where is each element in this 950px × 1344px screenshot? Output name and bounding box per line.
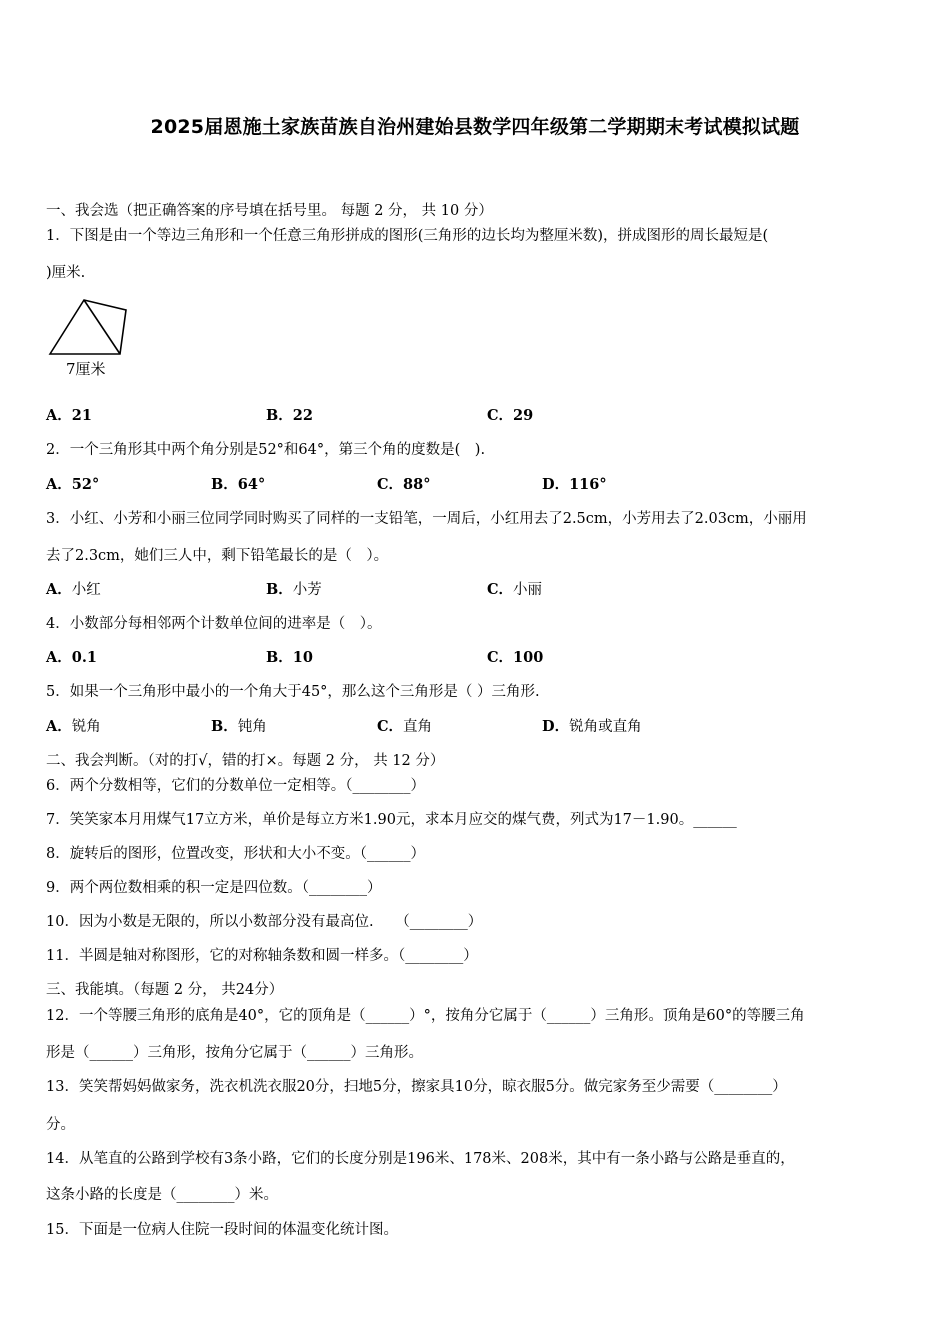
question-11-text: 11．半圆是轴对称图形，它的对称轴条数和圆一样多。（________） [46, 948, 478, 964]
option-letter: C． [377, 718, 404, 735]
question-12-text: 12．一个等腰三角形的底角是40°，它的顶角是（______）°，按角分它属于（______）三角形。顶角是60°的等腰三角 [46, 1008, 805, 1024]
q5-option-c[interactable] [377, 717, 432, 737]
q2-option-c[interactable] [377, 475, 430, 495]
option-letter: A． [46, 718, 72, 735]
question-12-text-cont: 形是（______）三角形，按角分它属于（______）三角形。 [46, 1045, 423, 1061]
section-2-heading: 二、我会判断。（对的打√，错的打×。每题 2 分， 共 12 分） [46, 753, 445, 769]
section-3-heading: 三、我能填。（每题 2 分， 共24分） [46, 982, 284, 998]
question-14-text-cont: 这条小路的长度是（________）米。 [46, 1187, 278, 1203]
q2-option-b[interactable] [211, 475, 265, 495]
option-letter: C． [487, 581, 514, 598]
option-letter: B． [211, 718, 238, 735]
question-4-text: 4．小数部分每相邻两个计数单位间的进率是（ ）。 [46, 616, 382, 632]
option-value: 52° [71, 476, 100, 493]
option-value: 64° [237, 476, 266, 493]
question-6-text: 6．两个分数相等，它们的分数单位一定相等。（________） [46, 778, 425, 794]
option-value: 116° [569, 476, 607, 493]
q3-option-a[interactable] [46, 580, 101, 600]
option-letter: B． [211, 476, 238, 493]
section-1-heading: 一、我会选（把正确答案的序号填在括号里。 每题 2 分， 共 10 分） [46, 203, 493, 219]
question-2-text: 2．一个三角形其中两个角分别是52°和64°，第三个角的度数是( ). [46, 442, 486, 458]
q4-option-a[interactable] [46, 648, 97, 668]
q1-option-b[interactable] [266, 406, 313, 426]
option-value: 小红 [71, 582, 101, 598]
question-8-text: 8．旋转后的图形，位置改变，形状和大小不变。（______） [46, 846, 425, 862]
q5-option-a[interactable] [46, 717, 101, 737]
option-value: 88° [403, 476, 431, 493]
option-letter: A． [46, 476, 72, 493]
question-3-text: 3．小红、小芳和小丽三位同学同时购买了同样的一支铅笔，一周后，小红用去了2.5cm，小芳用去了2.03cm，小丽用 [46, 511, 807, 527]
option-letter: C． [377, 476, 404, 493]
option-letter: C． [487, 407, 514, 424]
option-letter: A． [46, 407, 72, 424]
option-value: 小丽 [513, 582, 543, 598]
option-letter: A． [46, 581, 72, 598]
option-value: 100 [513, 649, 544, 666]
option-value: 22 [292, 407, 313, 424]
q4-option-c[interactable] [487, 648, 543, 668]
figure-label: 7厘米 [66, 360, 106, 378]
option-value: 钝角 [237, 719, 267, 735]
page-title: 2025届恩施土家族苗族自治州建始县数学四年级第二学期期末考试模拟试题 [150, 116, 800, 138]
option-value: 29 [513, 407, 534, 424]
q5-option-b[interactable] [211, 717, 267, 737]
question-13-text-cont: 分。 [46, 1117, 75, 1133]
option-letter: A． [46, 649, 72, 666]
question-3-text-cont: 去了2.3cm，她们三人中，剩下铅笔最长的是（ ）。 [46, 548, 389, 564]
question-1-text-cont: )厘米. [46, 265, 86, 281]
question-13-text: 13．笑笑帮妈妈做家务，洗衣机洗衣服20分，扫地5分，擦家具10分，晾衣服5分。做完家务至少需要（________） [46, 1079, 787, 1095]
q1-option-a[interactable] [46, 406, 92, 426]
question-7-text: 7．笑笑家本月用煤气17立方米，单价是每立方米1.90元，求本月应交的煤气费，列式为17－1.90。______ [46, 812, 737, 828]
option-letter: D． [542, 476, 570, 493]
option-value: 21 [71, 407, 92, 424]
q1-option-c[interactable] [487, 406, 533, 426]
option-value: 锐角或直角 [569, 719, 642, 735]
question-14-text: 14．从笔直的公路到学校有3条小路，它们的长度分别是196米、178米、208米，其中有一条小路与公路是垂直的， [46, 1151, 795, 1167]
question-9-text: 9．两个两位数相乘的积一定是四位数。（________） [46, 880, 382, 896]
q2-option-a[interactable] [46, 475, 99, 495]
option-value: 直角 [403, 719, 433, 735]
option-value: 10 [292, 649, 313, 666]
option-letter: B． [266, 407, 293, 424]
option-value: 锐角 [71, 719, 101, 735]
q2-option-d[interactable] [542, 475, 607, 495]
q3-option-c[interactable] [487, 580, 542, 600]
question-15-text: 15．下面是一位病人住院一段时间的体温变化统计图。 [46, 1222, 398, 1238]
option-letter: C． [487, 649, 514, 666]
question-10-text: 10．因为小数是无限的，所以小数部分没有最高位. （________） [46, 914, 483, 930]
option-letter: B． [266, 581, 293, 598]
option-letter: B． [266, 649, 293, 666]
q5-option-d[interactable] [542, 717, 642, 737]
option-value: 小芳 [292, 582, 322, 598]
question-5-text: 5．如果一个三角形中最小的一个角大于45°，那么这个三角形是（ ）三角形. [46, 684, 540, 700]
q3-option-b[interactable] [266, 580, 322, 600]
option-value: 0.1 [71, 649, 97, 666]
q4-option-b[interactable] [266, 648, 313, 668]
option-letter: D． [542, 718, 570, 735]
question-1-text: 1．下图是由一个等边三角形和一个任意三角形拼成的图形(三角形的边长均为整厘米数)，拼成图形的周长最短是( [46, 228, 769, 244]
